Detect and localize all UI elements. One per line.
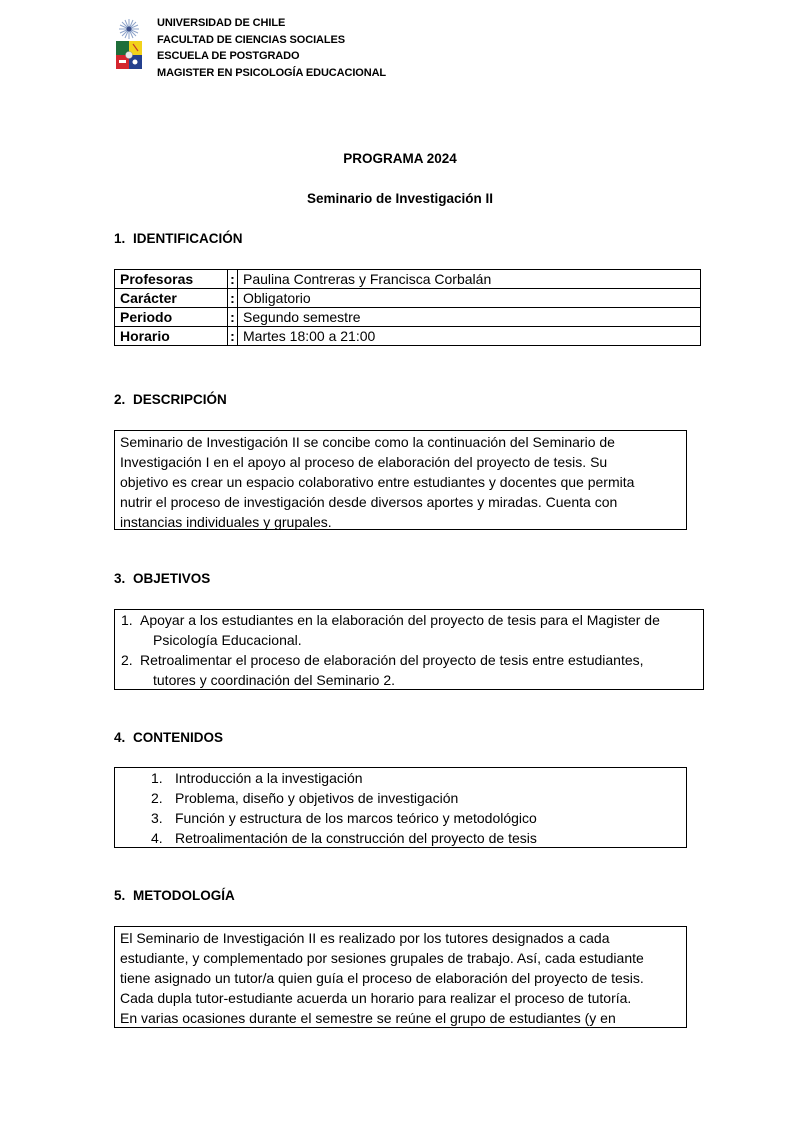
institution-line: MAGISTER EN PSICOLOGÍA EDUCACIONAL (157, 66, 387, 79)
text-line: instancias individuales y grupales. (120, 514, 332, 530)
text-line: En varias ocasiones durante el semestre se reúne el grupo de estudiantes (y en (120, 1010, 616, 1026)
section-title: IDENTIFICACIÓN (133, 231, 243, 246)
text-line: Seminario de Investigación II se concibe como la continuación del Seminario de (120, 434, 615, 450)
item-number: 3. (151, 810, 163, 826)
item-text: Retroalimentación de la construcción del proyecto de tesis (175, 830, 537, 846)
text-line: tiene asignado un tutor/a quien guía el proceso de elaboración del proyecto de tesis. (120, 970, 644, 986)
item-number: 2. (151, 790, 163, 806)
section-heading-descripcion (114, 392, 227, 407)
methodology-box (114, 926, 687, 1028)
row-label: Carácter (115, 289, 228, 308)
section-heading-contenidos (114, 730, 223, 745)
section-number: 2. (114, 392, 126, 407)
text-line: El Seminario de Investigación II es realizado por los tutores designados a cada (120, 930, 610, 946)
list-item (120, 788, 681, 808)
section-number: 4. (114, 730, 126, 745)
institution-header (157, 15, 386, 81)
list-item (120, 828, 681, 848)
item-text: Apoyar a los estudiantes en la elaboración del proyecto de tesis para el Magister de (140, 612, 660, 628)
institution-line: ESCUELA DE POSTGRADO (157, 50, 300, 62)
row-separator: : (228, 327, 238, 346)
item-text: Problema, diseño y objetivos de investigación (175, 790, 459, 806)
section-heading-metodologia (114, 888, 235, 903)
institution-line: UNIVERSIDAD DE CHILE (157, 17, 286, 29)
table-row (115, 270, 701, 289)
document-title: PROGRAMA 2024 (343, 151, 457, 166)
item-text: Retroalimentar el proceso de elaboración del proyecto de tesis entre estudiantes, (140, 652, 644, 668)
row-separator: : (228, 289, 238, 308)
section-number: 1. (114, 231, 126, 246)
institution-line: FACULTAD DE CIENCIAS SOCIALES (157, 33, 345, 46)
list-item (120, 808, 681, 828)
text-line: nutrir el proceso de investigación desde diversos aportes y miradas. Cuenta con (120, 494, 618, 510)
item-number: 1. (121, 612, 133, 628)
row-value: Paulina Contreras y Francisca Corbalán (238, 270, 701, 289)
text-line: objetivo es crear un espacio colaborativo entre estudiantes y docentes que permita (120, 474, 635, 490)
table-row (115, 308, 701, 327)
item-number: 1. (151, 770, 163, 786)
item-number: 2. (121, 652, 133, 668)
contents-box (114, 767, 687, 848)
text-line: Cada dupla tutor-estudiante acuerda un horario para realizar el proceso de tutoría. (120, 990, 632, 1006)
description-box (114, 430, 687, 530)
section-title: DESCRIPCIÓN (133, 392, 227, 407)
identification-table (114, 269, 701, 346)
section-title: CONTENIDOS (133, 730, 224, 745)
table-row (115, 289, 701, 308)
row-label: Horario (115, 327, 228, 346)
table-row (115, 327, 701, 346)
university-crest-icon (114, 17, 144, 77)
row-separator: : (228, 270, 238, 289)
item-text-continued: tutores y coordinación del Seminario 2. (153, 672, 396, 688)
list-item (121, 650, 696, 690)
row-label: Profesoras (115, 270, 228, 289)
row-separator: : (228, 308, 238, 327)
list-item (120, 768, 681, 788)
row-label: Periodo (115, 308, 228, 327)
document-subtitle: Seminario de Investigación II (306, 191, 494, 206)
row-value: Obligatorio (238, 289, 701, 308)
list-item (121, 610, 696, 650)
item-text-continued: Psicología Educacional. (153, 632, 302, 648)
item-text: Función y estructura de los marcos teórico y metodológico (175, 810, 537, 826)
section-title: METODOLOGÍA (133, 888, 235, 903)
text-line: estudiante, y complementado por sesiones grupales de trabajo. Así, cada estudiante (120, 950, 644, 966)
item-text: Introducción a la investigación (175, 770, 363, 786)
section-heading-identificacion (114, 231, 243, 246)
objectives-box (114, 609, 704, 690)
row-value: Martes 18:00 a 21:00 (238, 327, 701, 346)
item-number: 4. (151, 830, 163, 846)
row-value: Segundo semestre (238, 308, 701, 327)
text-line: Investigación I en el apoyo al proceso de elaboración del proyecto de tesis. Su (120, 454, 608, 470)
section-number: 5. (114, 888, 126, 903)
section-title: OBJETIVOS (133, 571, 211, 586)
section-heading-objetivos (114, 571, 210, 586)
section-number: 3. (114, 571, 126, 586)
